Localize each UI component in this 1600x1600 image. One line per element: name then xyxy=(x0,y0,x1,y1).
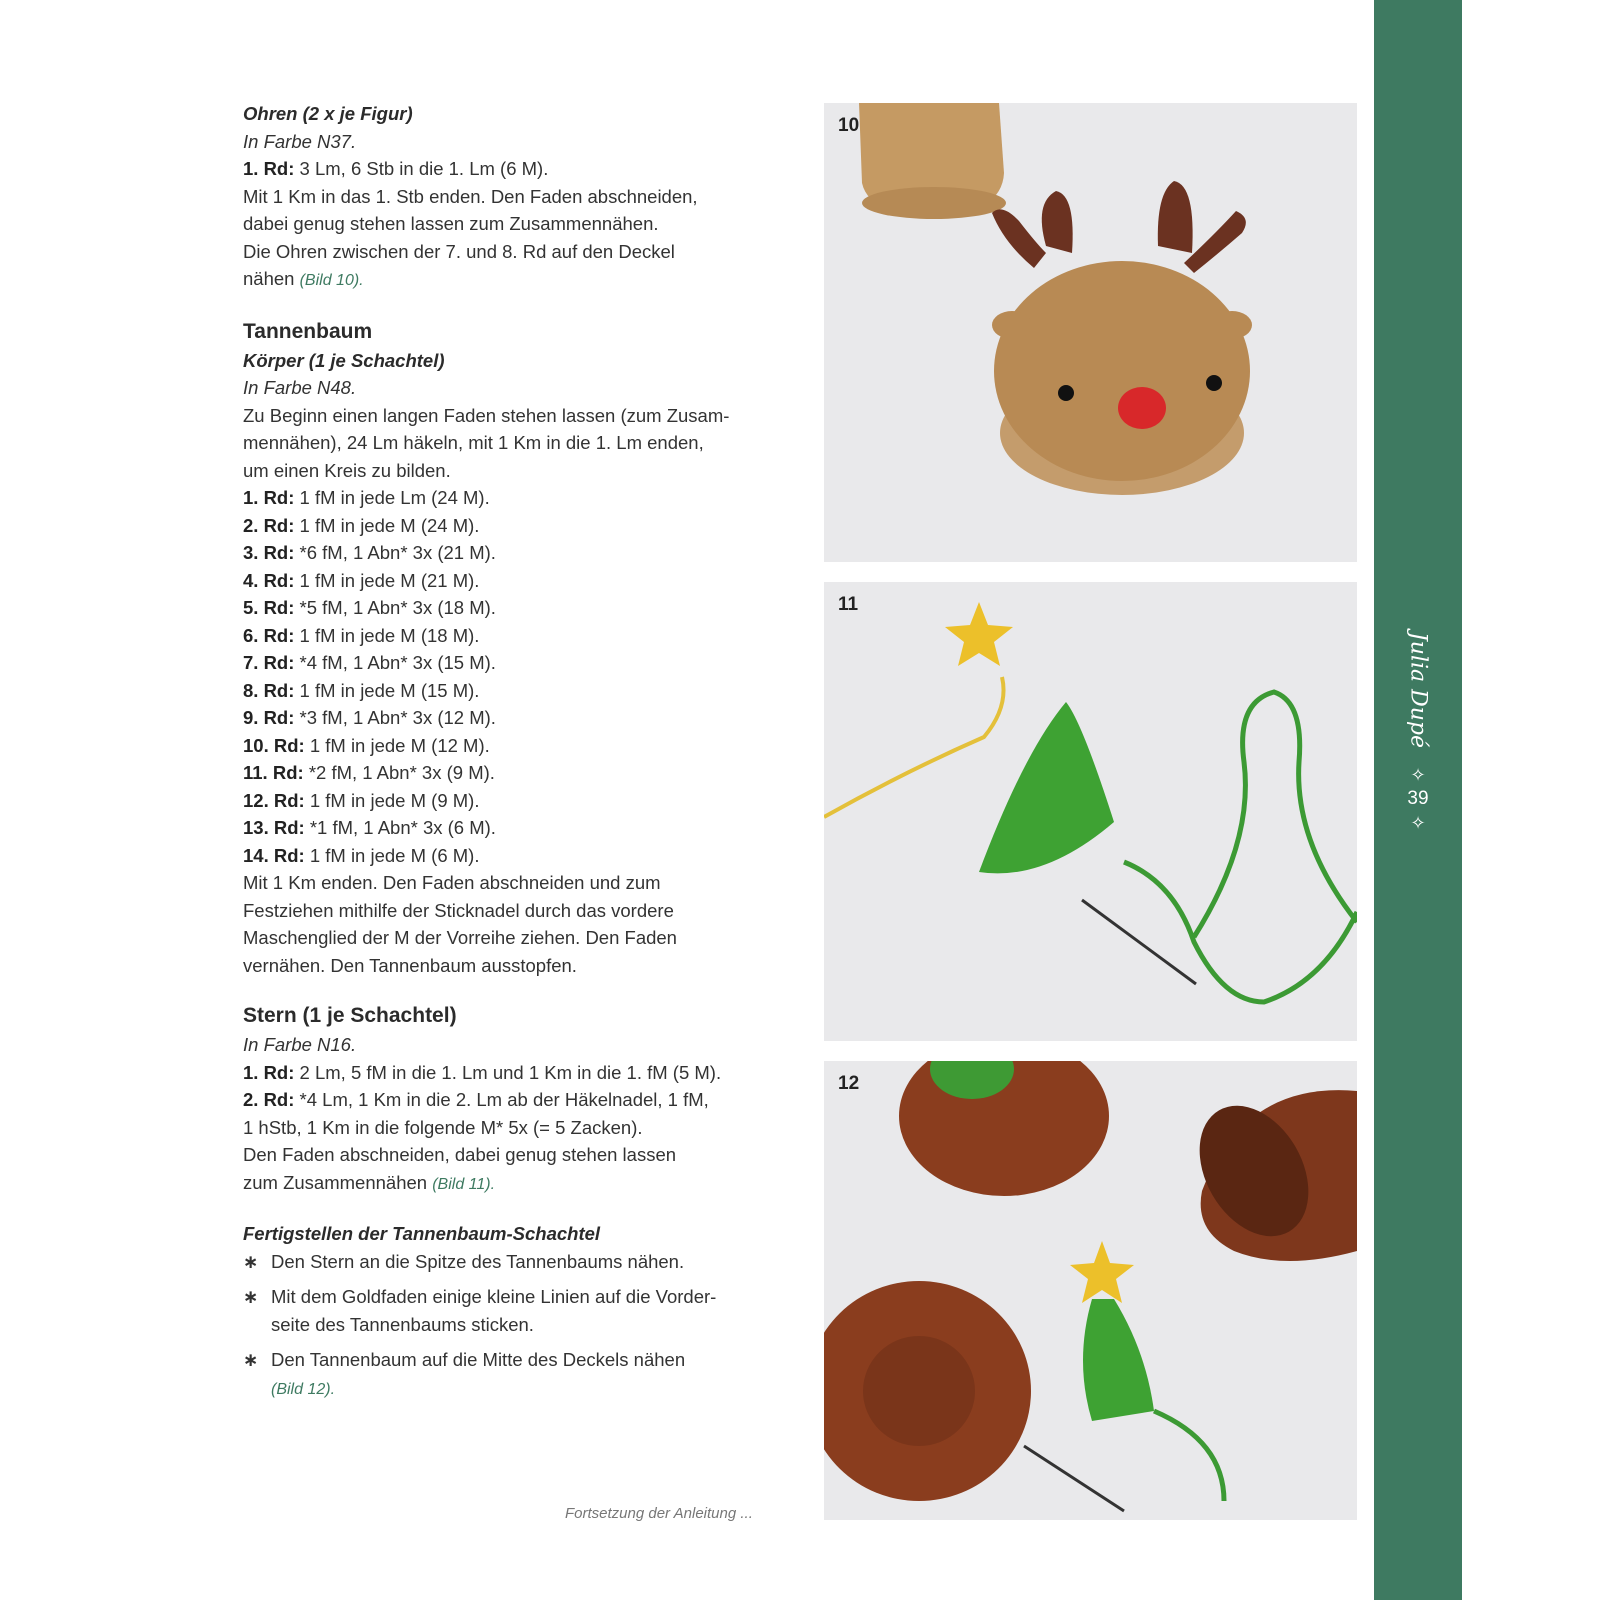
tree-round: 1. Rd: 1 fM in jede Lm (24 M). xyxy=(243,487,490,508)
continue-note: Fortsetzung der Anleitung ... xyxy=(565,1505,753,1522)
list-item: ∗ Den Stern an die Spitze des Tannenbaums nähen. xyxy=(243,1248,783,1276)
page-number-block xyxy=(1395,764,1441,834)
star-line: zum Zusammennähen (Bild 11). xyxy=(243,1171,496,1193)
text-column xyxy=(243,100,783,1411)
finish-section xyxy=(243,1220,783,1403)
star-heading: Stern (1 je Schachtel) xyxy=(243,1004,457,1027)
photo-number: 10 xyxy=(838,115,860,136)
tree-round: 10. Rd: 1 fM in jede M (12 M). xyxy=(243,734,490,756)
list-item: ∗ Mit dem Goldfaden einige kleine Linien auf die Vorder- seite des Tannenbaums sticken. xyxy=(243,1283,783,1338)
tree-section xyxy=(243,317,783,980)
finish-bullets xyxy=(243,1248,783,1404)
tree-intro-line: mennähen), 24 Lm häkeln, mit 1 Km in die 1. Lm enden, xyxy=(243,432,704,453)
tree-star-illustration xyxy=(824,582,1357,1041)
star-decoration-icon: ✧ xyxy=(1410,765,1426,785)
star-color: In Farbe N16. xyxy=(243,1034,357,1055)
tree-rounds-list xyxy=(243,484,783,869)
tree-round: 3. Rd: *6 fM, 1 Abn* 3x (21 M). xyxy=(243,542,496,563)
author-name: Julia Dupé xyxy=(1405,631,1431,749)
reindeer-illustration xyxy=(824,103,1357,562)
photo-brown-box xyxy=(824,1061,1357,1520)
ears-line: nähen (Bild 10). xyxy=(243,268,364,289)
tree-round: 8. Rd: 1 fM in jede M (15 M). xyxy=(243,679,480,701)
photo-reindeer-lid xyxy=(824,103,1357,562)
tree-outro-line: vernähen. Den Tannenbaum ausstopfen. xyxy=(243,954,577,976)
box-illustration xyxy=(824,1061,1357,1520)
tree-intro-line: Zu Beginn einen langen Faden stehen lassen (zum Zusam- xyxy=(243,404,730,426)
tree-round: 6. Rd: 1 fM in jede M (18 M). xyxy=(243,624,480,646)
list-item: ∗ Den Tannenbaum auf die Mitte des Deckels nähen (Bild 12). xyxy=(243,1346,783,1403)
finish-heading: Fertigstellen der Tannenbaum-Schachtel xyxy=(243,1223,601,1244)
tree-round: 13. Rd: *1 fM, 1 Abn* 3x (6 M). xyxy=(243,817,496,838)
ears-line: dabei genug stehen lassen zum Zusammennähen. xyxy=(243,213,659,234)
photo-tree-and-star xyxy=(824,582,1357,1041)
ears-section xyxy=(243,100,783,295)
tree-round: 5. Rd: *5 fM, 1 Abn* 3x (18 M). xyxy=(243,597,496,618)
page-number: 39 xyxy=(1407,788,1429,809)
star-line: 1 hStb, 1 Km in die folgende M* 5x (= 5 Zacken). xyxy=(243,1116,643,1138)
photo-number: 11 xyxy=(838,594,859,615)
ears-line: Die Ohren zwischen der 7. und 8. Rd auf den Deckel xyxy=(243,240,675,262)
photo-number: 12 xyxy=(838,1073,860,1094)
tree-round: 4. Rd: 1 fM in jede M (21 M). xyxy=(243,569,480,591)
star-section xyxy=(243,1001,783,1198)
tree-round: 7. Rd: *4 fM, 1 Abn* 3x (15 M). xyxy=(243,652,496,673)
star-round-2: 2. Rd: *4 Lm, 1 Km in die 2. Lm ab der Häkelnadel, 1 fM, xyxy=(243,1089,709,1110)
tree-color: In Farbe N48. xyxy=(243,377,357,398)
tree-heading: Tannenbaum xyxy=(243,319,373,343)
tree-intro-line: um einen Kreis zu bilden. xyxy=(243,459,451,481)
ears-color: In Farbe N37. xyxy=(243,130,357,152)
tree-outro-line: Maschenglied der M der Vorreihe ziehen. Den Faden xyxy=(243,927,677,948)
tree-round: 11. Rd: *2 fM, 1 Abn* 3x (9 M). xyxy=(243,762,495,783)
photo-ref-12: (Bild 12). xyxy=(271,1380,336,1398)
photo-ref-10: (Bild 10). xyxy=(299,272,364,289)
ears-heading: Ohren (2 x je Figur) xyxy=(243,103,413,124)
tree-outro-line: Mit 1 Km enden. Den Faden abschneiden und zum xyxy=(243,872,661,893)
tree-subheading: Körper (1 je Schachtel) xyxy=(243,349,445,371)
tree-round: 9. Rd: *3 fM, 1 Abn* 3x (12 M). xyxy=(243,707,496,728)
photo-ref-11: (Bild 11). xyxy=(432,1175,496,1193)
tree-round: 14. Rd: 1 fM in jede M (6 M). xyxy=(243,844,480,866)
ears-line: Mit 1 Km in das 1. Stb enden. Den Faden abschneiden, xyxy=(243,185,698,207)
ears-round-1: 1. Rd: 3 Lm, 6 Stb in die 1. Lm (6 M). xyxy=(243,158,549,179)
star-decoration-icon: ✧ xyxy=(1410,813,1426,833)
tree-round: 2. Rd: 1 fM in jede M (24 M). xyxy=(243,514,480,536)
star-round-1: 1. Rd: 2 Lm, 5 fM in die 1. Lm und 1 Km in die 1. fM (5 M). xyxy=(243,1061,722,1083)
star-line: Den Faden abschneiden, dabei genug stehen lassen xyxy=(243,1144,677,1165)
tree-round: 12. Rd: 1 fM in jede M (9 M). xyxy=(243,789,480,811)
tree-outro-line: Festziehen mithilfe der Sticknadel durch das vordere xyxy=(243,899,674,921)
